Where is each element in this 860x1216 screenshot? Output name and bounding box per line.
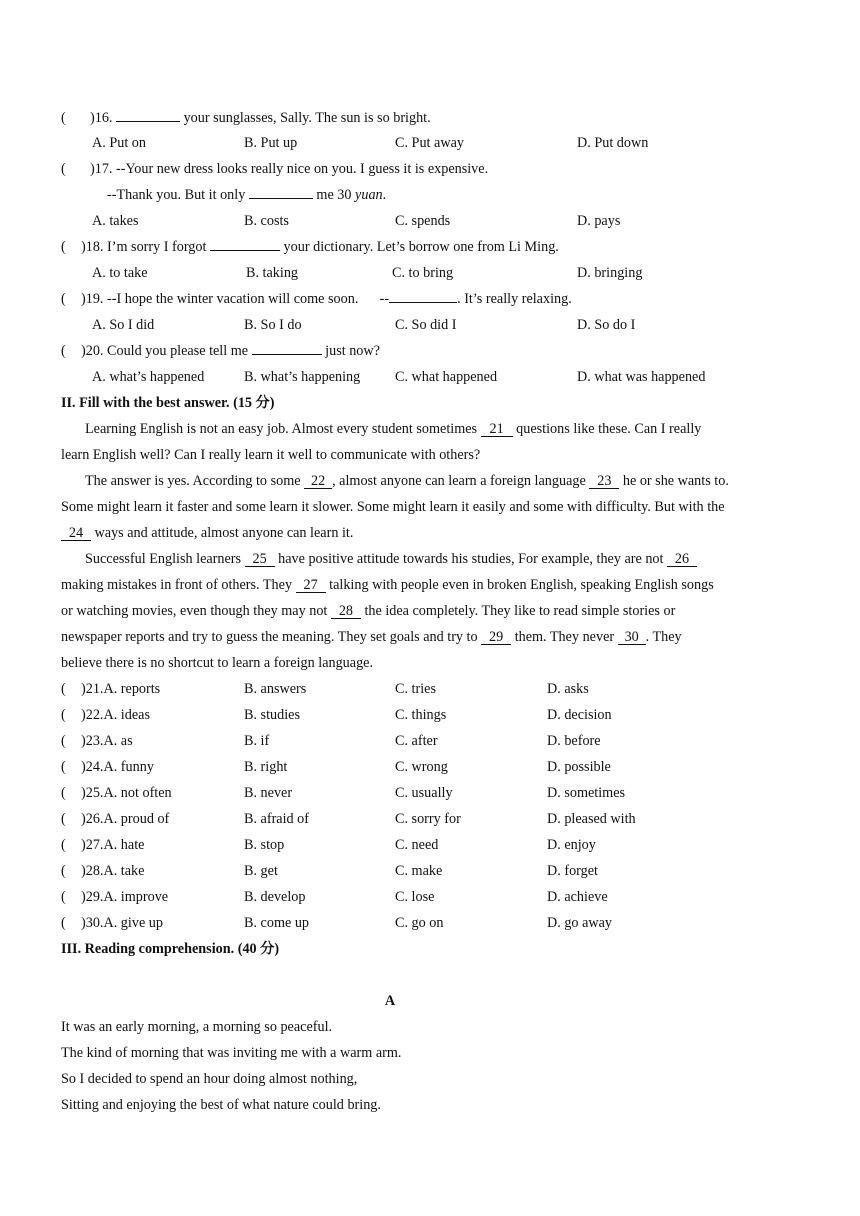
question-number: )16. — [90, 110, 113, 126]
option-a[interactable]: A. proud of — [103, 811, 170, 827]
punctuation: . — [382, 187, 387, 203]
option-b[interactable]: B. studies — [244, 707, 300, 723]
option-b[interactable]: B. So I do — [244, 317, 302, 333]
option-c[interactable]: C. go on — [395, 915, 444, 931]
question-19 — [81, 292, 572, 306]
option-b[interactable]: B. Put up — [244, 135, 298, 151]
cloze-item-28 — [81, 864, 144, 878]
option-d[interactable]: D. asks — [547, 681, 589, 697]
option-a[interactable]: A. ideas — [103, 707, 150, 723]
passage-line: learn English well? Can I really learn it well to communicate with others? — [61, 447, 481, 463]
option-b[interactable]: B. get — [244, 863, 278, 879]
option-c[interactable]: C. Put away — [395, 135, 464, 151]
question-number: )27. — [81, 837, 104, 853]
option-d[interactable]: D. what was happened — [577, 369, 706, 385]
option-d[interactable]: D. possible — [547, 759, 611, 775]
option-d[interactable]: D. enjoy — [547, 837, 596, 853]
option-a[interactable]: A. hate — [103, 837, 145, 853]
answer-bracket[interactable]: ( — [61, 239, 66, 255]
passage-text: them. They never — [511, 629, 618, 645]
option-d[interactable]: D. sometimes — [547, 785, 626, 801]
option-b[interactable]: B. come up — [244, 915, 310, 931]
cloze-blank-24[interactable]: 24 — [61, 527, 91, 541]
option-d[interactable]: D. decision — [547, 707, 612, 723]
blank — [389, 302, 457, 303]
passage-line: believe there is no shortcut to learn a foreign language. — [61, 655, 374, 671]
question-number: )21. — [81, 681, 104, 697]
option-d[interactable]: D. Put down — [577, 135, 649, 151]
blank — [116, 121, 180, 122]
question-17 — [90, 162, 488, 176]
cloze-blank-30[interactable]: 30 — [618, 631, 646, 645]
cloze-blank-22[interactable]: 22 — [304, 475, 332, 489]
option-b[interactable]: B. afraid of — [244, 811, 310, 827]
answer-bracket[interactable]: ( — [61, 863, 66, 879]
option-d[interactable]: D. So do I — [577, 317, 636, 333]
option-a[interactable]: A. improve — [103, 889, 169, 905]
answer-bracket[interactable]: ( — [61, 811, 66, 827]
question-18 — [81, 240, 559, 254]
passage-text: or watching movies, even though they may not — [61, 603, 331, 619]
question-number: )24. — [81, 759, 104, 775]
answer-bracket[interactable]: ( — [61, 161, 66, 177]
cloze-item-23 — [81, 734, 133, 748]
option-b[interactable]: B. if — [244, 733, 270, 749]
passage-text: Learning English is not an easy job. Almost every student sometimes — [85, 421, 481, 437]
option-a[interactable]: A. not often — [103, 785, 172, 801]
cloze-blank-21[interactable]: 21 — [481, 423, 513, 437]
passage-line — [61, 578, 714, 593]
cloze-item-29 — [81, 890, 168, 904]
passage-text: Successful English learners — [85, 551, 245, 567]
question-text: . It’s really relaxing. — [457, 291, 572, 307]
cloze-item-21 — [81, 682, 160, 696]
option-b[interactable]: B. never — [244, 785, 293, 801]
cloze-blank-23[interactable]: 23 — [589, 475, 619, 489]
passage-text: talking with people even in broken English, speaking English songs — [325, 577, 714, 593]
blank — [210, 250, 280, 251]
option-a[interactable]: A. what’s happened — [92, 369, 205, 385]
answer-bracket[interactable]: ( — [61, 733, 66, 749]
cloze-blank-26[interactable]: 26 — [667, 553, 697, 567]
question-number: )17. — [90, 161, 113, 177]
poem-line: Sitting and enjoying the best of what nature could bring. — [61, 1097, 381, 1113]
cloze-blank-25[interactable]: 25 — [245, 553, 275, 567]
answer-bracket[interactable]: ( — [61, 785, 66, 801]
option-d[interactable]: D. before — [547, 733, 601, 749]
passage-text: the idea completely. They like to read simple stories or — [360, 603, 676, 619]
passage-text: . They — [645, 629, 682, 645]
question-text: your sunglasses, Sally. The sun is so bright. — [180, 110, 431, 126]
passage-text: newspaper reports and try to guess the meaning. They set goals and try to — [61, 629, 482, 645]
answer-bracket[interactable]: ( — [61, 681, 66, 697]
answer-bracket[interactable]: ( — [61, 889, 66, 905]
passage-text: ways and attitude, almost anyone can learn it. — [91, 525, 354, 541]
question-number: )20. — [81, 343, 104, 359]
poem-line: So I decided to spend an hour doing almost nothing, — [61, 1071, 358, 1087]
passage-line — [61, 526, 353, 541]
option-b[interactable]: B. taking — [246, 265, 299, 281]
cloze-blank-28[interactable]: 28 — [331, 605, 361, 619]
question-number: )19. — [81, 291, 104, 307]
option-a[interactable]: A. to take — [92, 265, 148, 281]
answer-bracket[interactable]: ( — [61, 291, 66, 307]
poem-line: The kind of morning that was inviting me with a warm arm. — [61, 1045, 402, 1061]
question-text: just now? — [321, 343, 380, 359]
option-c[interactable]: C. to bring — [392, 265, 454, 281]
option-a[interactable]: A. take — [103, 863, 145, 879]
option-d[interactable]: D. achieve — [547, 889, 608, 905]
answer-bracket[interactable]: ( — [61, 707, 66, 723]
passage-text: The answer is yes. According to some — [85, 473, 305, 489]
poem-line: It was an early morning, a morning so peaceful. — [61, 1019, 333, 1035]
passage-text: making mistakes in front of others. They — [61, 577, 296, 593]
option-a[interactable]: A. funny — [103, 759, 154, 775]
passage-text: questions like these. Can I really — [512, 421, 702, 437]
section-3-title: III. Reading comprehension. (40 分) — [61, 941, 280, 957]
question-number: )18. — [81, 239, 104, 255]
option-d[interactable]: D. bringing — [577, 265, 643, 281]
option-c[interactable]: C. make — [395, 863, 443, 879]
option-b[interactable]: B. develop — [244, 889, 306, 905]
answer-bracket[interactable]: ( — [61, 759, 66, 775]
answer-bracket[interactable]: ( — [61, 110, 66, 126]
question-text: --I hope the winter vacation will come soon. -- — [107, 291, 390, 307]
cloze-item-25 — [81, 786, 172, 800]
question-number: )28. — [81, 863, 104, 879]
option-a[interactable]: A. takes — [92, 213, 139, 229]
cloze-blank-29[interactable]: 29 — [481, 631, 511, 645]
option-b[interactable]: B. answers — [244, 681, 307, 697]
response-text: me 30 — [312, 187, 356, 203]
question-number: )29. — [81, 889, 104, 905]
passage-line: Some might learn it faster and some learn it slower. Some might learn it easily and some with difficulty. But with the — [61, 499, 725, 515]
passage-line — [61, 604, 675, 619]
question-number: )30. — [81, 915, 104, 931]
blank — [252, 354, 322, 355]
question-16 — [90, 111, 431, 125]
question-number: )26. — [81, 811, 104, 827]
passage-text: he or she wants to. — [619, 473, 729, 489]
option-a[interactable]: A. reports — [103, 681, 161, 697]
cloze-item-30 — [81, 916, 163, 930]
option-b[interactable]: B. right — [244, 759, 288, 775]
answer-bracket[interactable]: ( — [61, 343, 66, 359]
section-2-title: II. Fill with the best answer. (15 分) — [61, 395, 275, 411]
question-number: )25. — [81, 785, 104, 801]
answer-bracket[interactable]: ( — [61, 837, 66, 853]
option-a[interactable]: A. as — [103, 733, 133, 749]
cloze-item-27 — [81, 838, 144, 852]
passage-line — [61, 630, 682, 645]
option-b[interactable]: B. costs — [244, 213, 289, 229]
cloze-item-26 — [81, 812, 169, 826]
option-c[interactable]: C. wrong — [395, 759, 448, 775]
passage-label: A — [384, 993, 396, 1009]
passage-text: have positive attitude towards his studies, For example, they are not — [274, 551, 668, 567]
cloze-item-24 — [81, 760, 154, 774]
option-d[interactable]: D. forget — [547, 863, 598, 879]
passage-line — [85, 422, 701, 437]
question-20 — [81, 344, 380, 358]
passage-text: , almost anyone can learn a foreign language — [332, 473, 590, 489]
option-c[interactable]: C. tries — [395, 681, 436, 697]
option-c[interactable]: C. sorry for — [395, 811, 461, 827]
question-text: your dictionary. Let’s borrow one from Li Ming. — [280, 239, 559, 255]
question-text: --Your new dress looks really nice on you. I guess it is expensive. — [116, 161, 489, 177]
question-number: )23. — [81, 733, 104, 749]
option-b[interactable]: B. stop — [244, 837, 285, 853]
option-c[interactable]: C. what happened — [395, 369, 498, 385]
passage-line — [85, 552, 697, 567]
passage-line — [85, 474, 729, 489]
question-text: Could you please tell me — [107, 343, 252, 359]
option-d[interactable]: D. pays — [577, 213, 621, 229]
question-number: )22. — [81, 707, 104, 723]
question-text: I’m sorry I forgot — [107, 239, 210, 255]
option-d[interactable]: D. pleased with — [547, 811, 636, 827]
option-d[interactable]: D. go away — [547, 915, 613, 931]
answer-bracket[interactable]: ( — [61, 915, 66, 931]
question-17-response — [107, 188, 386, 202]
option-c[interactable]: C. need — [395, 837, 439, 853]
option-c[interactable]: C. after — [395, 733, 438, 749]
option-c[interactable]: C. things — [395, 707, 447, 723]
italic-word: yuan — [355, 187, 383, 203]
blank — [249, 198, 313, 199]
option-c[interactable]: C. spends — [395, 213, 451, 229]
option-c[interactable]: C. usually — [395, 785, 453, 801]
response-text: --Thank you. But it only — [107, 187, 249, 203]
option-a[interactable]: A. Put on — [92, 135, 146, 151]
option-c[interactable]: C. lose — [395, 889, 435, 905]
cloze-item-22 — [81, 708, 150, 722]
option-a[interactable]: A. So I did — [92, 317, 155, 333]
cloze-blank-27[interactable]: 27 — [296, 579, 326, 593]
option-b[interactable]: B. what’s happening — [244, 369, 361, 385]
option-c[interactable]: C. So did I — [395, 317, 457, 333]
option-a[interactable]: A. give up — [103, 915, 163, 931]
